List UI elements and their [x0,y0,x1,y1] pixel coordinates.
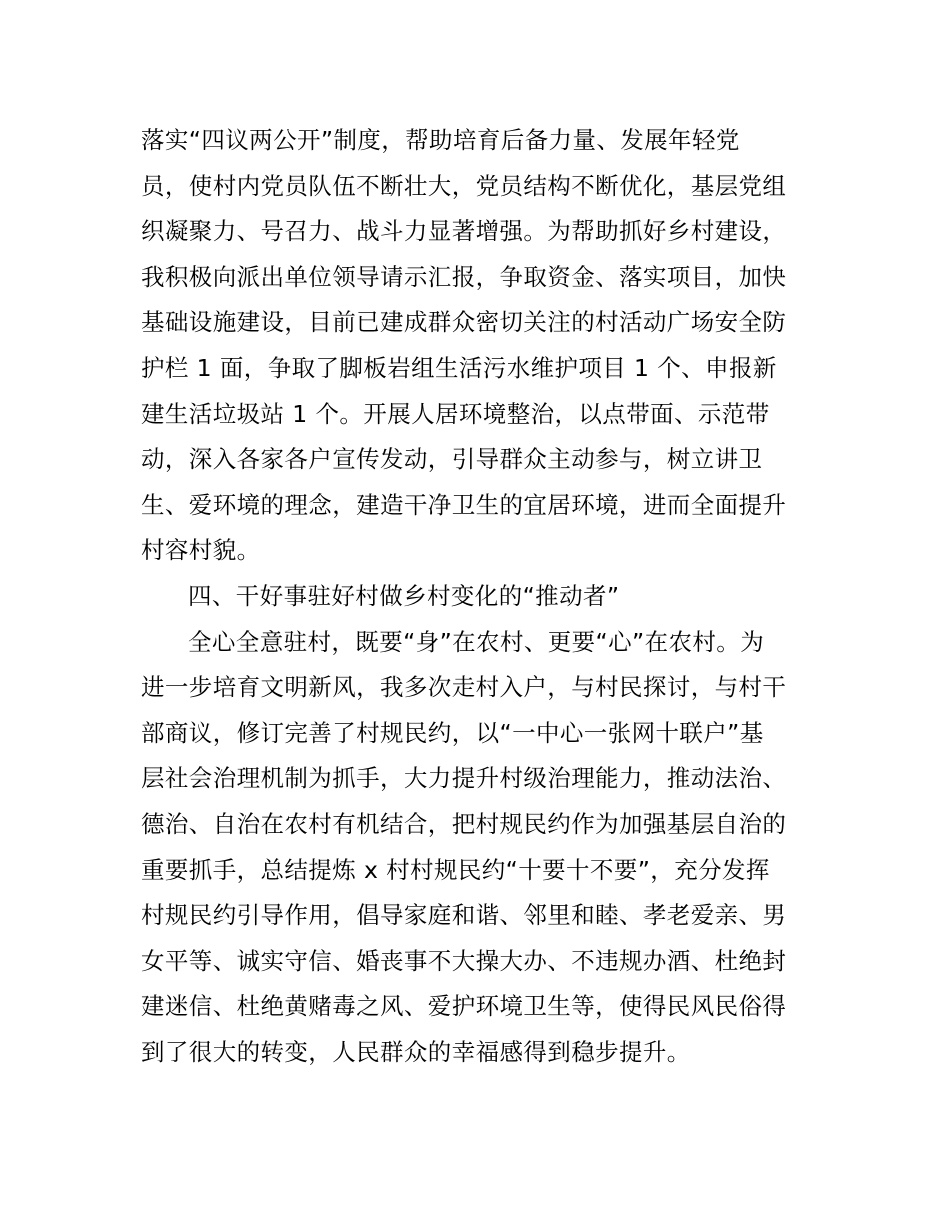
text-line: 建生活垃圾站 1 个。开展人居环境整治，以点带面、示范带 [141,399,770,428]
paragraph-village-construction [141,118,811,574]
document-page [141,118,811,1075]
text-line: 我积极向派出单位领导请示汇报，争取资金、落实项目，加快 [141,262,787,291]
text-line: 基础设施建设，目前已建成群众密切关注的村活动广场安全防 [141,308,787,337]
text-line: 层社会治理机制为抓手，大力提升村级治理能力，推动法治、 [141,764,787,793]
text-line: 进一步培育文明新风，我多次走村入户，与村民探讨，与村干 [141,673,787,702]
text-line: 村容村貌。 [141,536,261,565]
text-line: 织凝聚力、号召力、战斗力显著增强。为帮助抓好乡村建设， [141,217,787,246]
heading-line: 四、干好事驻好村做乡村变化的“推动者” [188,581,620,610]
text-line: 部商议，修订完善了村规民约，以“一中心一张网十联户”基 [141,718,764,747]
text-line: 员，使村内党员队伍不断壮大，党员结构不断优化，基层党组 [141,171,787,200]
text-line: 村规民约引导作用，倡导家庭和谐、邻里和睦、孝老爱亲、男 [141,901,787,930]
text-line: 建迷信、杜绝黄赌毒之风、爱护环境卫生等，使得民风民俗得 [141,992,787,1021]
text-line: 动，深入各家各户宣传发动，引导群众主动参与，树立讲卫 [141,445,763,474]
paragraph-village-rules [141,620,811,1076]
text-line: 落实“四议两公开”制度，帮助培育后备力量、发展年轻党 [141,126,740,154]
text-line: 到了很大的转变，人民群众的幸福感得到稳步提升。 [141,1037,691,1066]
text-line: 生、爱环境的理念，建造干净卫生的宜居环境，进而全面提升 [141,490,787,519]
section-heading-four [141,574,811,620]
text-line: 重要抓手，总结提炼 x 村村规民约“十要十不要”，充分发挥 [141,855,770,884]
text-line: 护栏 1 面，争取了脚板岩组生活污水维护项目 1 个、申报新 [141,353,777,382]
text-line: 德治、自治在农村有机结合，把村规民约作为加强基层自治的 [141,809,787,838]
text-line: 全心全意驻村，既要“身”在农村、更要“心”在农村。为 [188,627,765,656]
text-line: 女平等、诚实守信、婚丧事不大操大办、不违规办酒、杜绝封 [141,946,787,975]
